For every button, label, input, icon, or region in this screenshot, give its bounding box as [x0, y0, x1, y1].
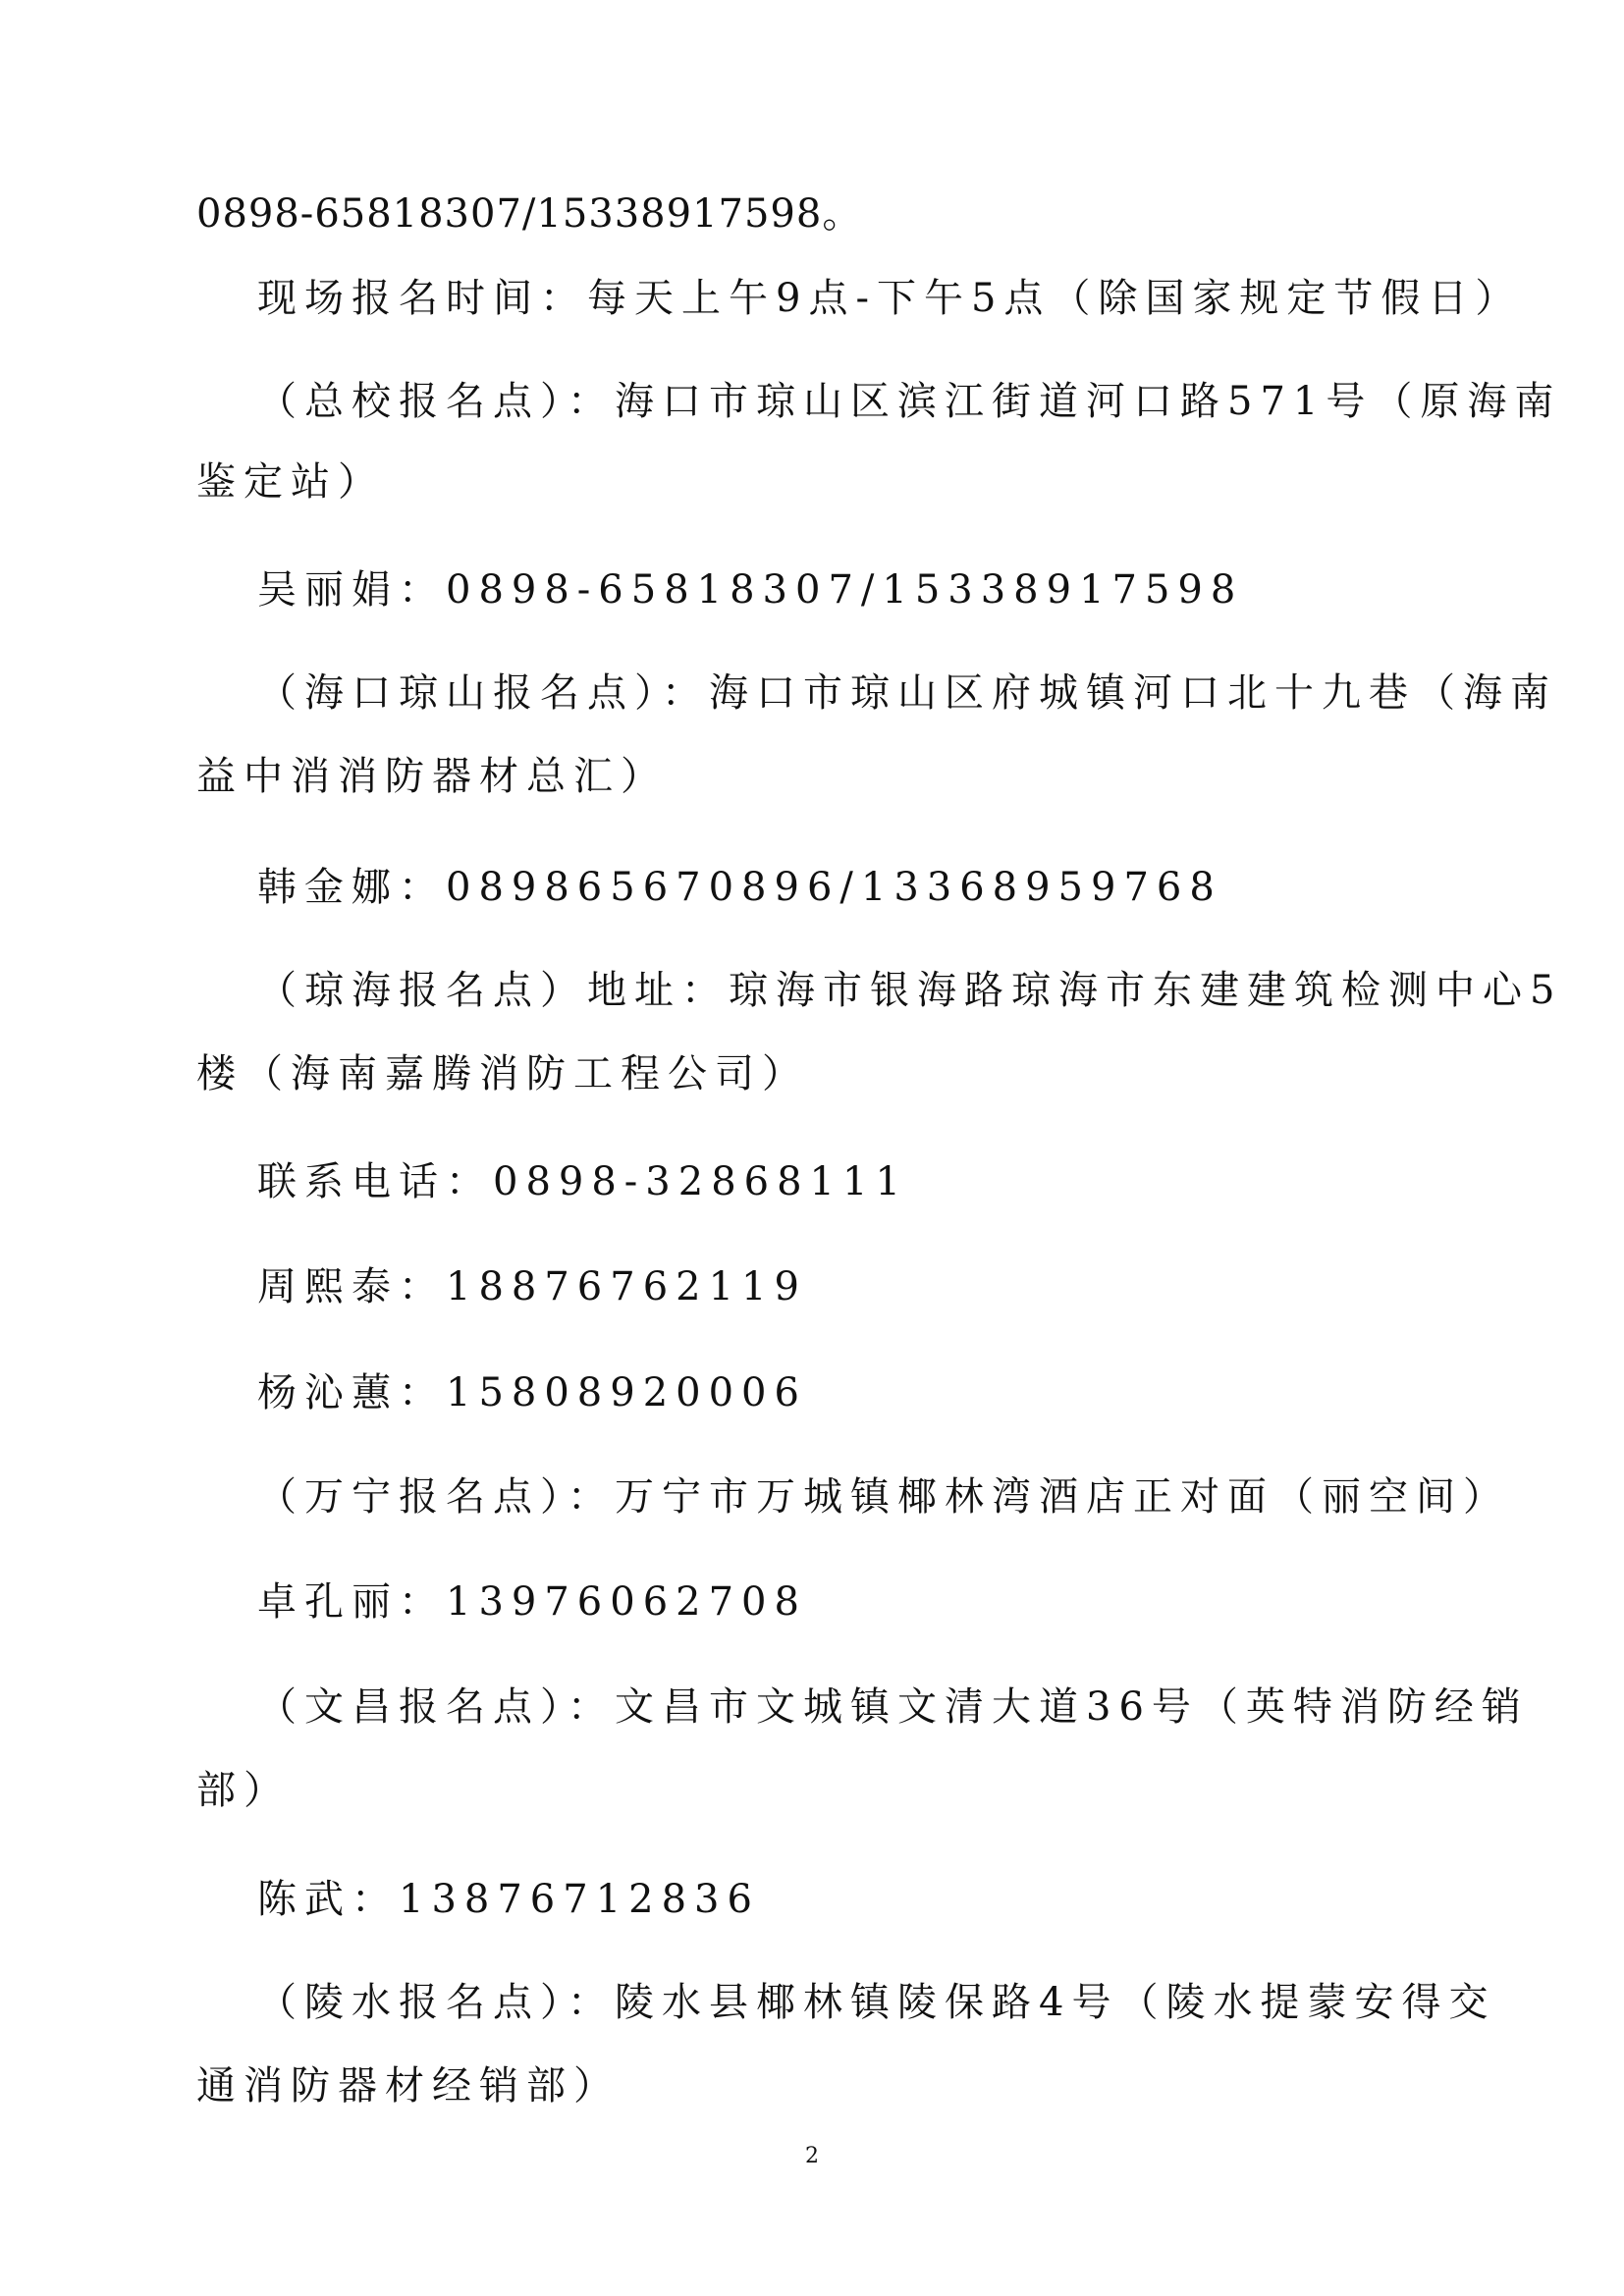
contact-yang-qinhui: 杨沁蕙：15808920006 [257, 1370, 807, 1415]
wenchang-address-cont: 部） [196, 1768, 291, 1813]
contact-chen-wu: 陈武：13876712836 [257, 1877, 760, 1922]
haikou-qiongshan-address: （海口琼山报名点）：海口市琼山区府城镇河口北十九巷（海南 [257, 670, 1557, 716]
phone-continuation-line: 0898-65818307/15338917598。 [196, 191, 863, 237]
qionghai-address-cont: 楼（海南嘉腾消防工程公司） [196, 1051, 809, 1096]
main-school-address-cont: 鉴定站） [196, 459, 385, 505]
haikou-qiongshan-address-cont: 益中消消防器材总汇） [196, 754, 668, 799]
qionghai-address: （琼海报名点）地址：琼海市银海路琼海市东建建筑检测中心5 [257, 968, 1563, 1013]
contact-zhuo-kongli: 卓孔丽：13976062708 [257, 1579, 807, 1625]
contact-han-jinna: 韩金娜：089865670896/13368959768 [257, 865, 1222, 910]
qionghai-phone: 联系电话：0898-32868111 [257, 1159, 908, 1204]
contact-wu-lijuan: 吴丽娟：0898-65818307/15338917598 [257, 567, 1244, 613]
wanning-address: （万宁报名点）：万宁市万城镇椰林湾酒店正对面（丽空间） [257, 1474, 1510, 1520]
page-number: 2 [805, 2144, 819, 2168]
lingshui-address: （陵水报名点）：陵水县椰林镇陵保路4号（陵水提蒙安得交 [257, 1980, 1496, 2025]
wenchang-address: （文昌报名点）：文昌市文城镇文清大道36号（英特消防经销 [257, 1684, 1529, 1730]
registration-hours: 现场报名时间：每天上午9点-下午5点（除国家规定节假日） [257, 276, 1523, 321]
lingshui-address-cont: 通消防器材经销部） [196, 2063, 621, 2109]
contact-zhou-xitai: 周熙泰：18876762119 [257, 1264, 807, 1309]
main-school-address: （总校报名点）：海口市琼山区滨江街道河口路571号（原海南 [257, 379, 1562, 424]
